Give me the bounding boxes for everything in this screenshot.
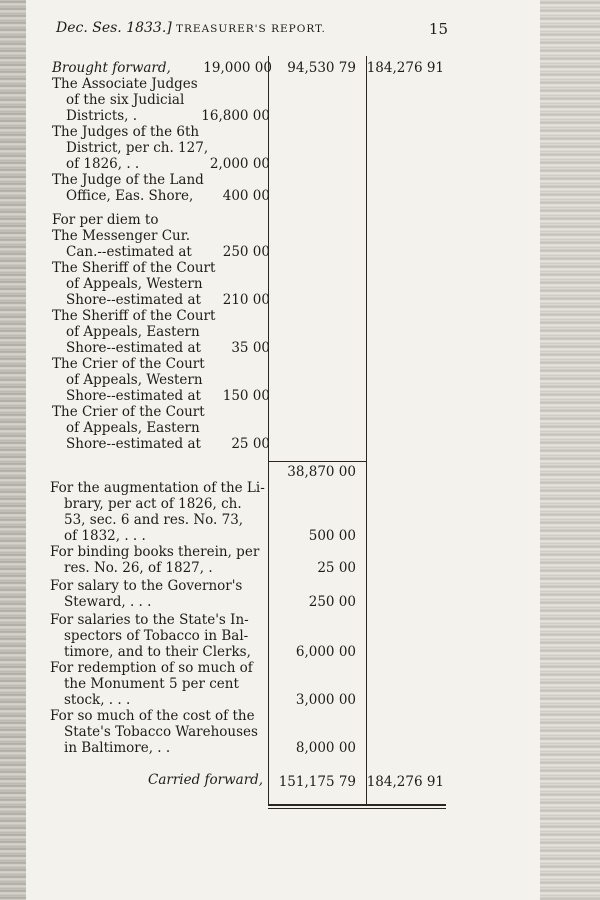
carried-forward-label: Carried forward, bbox=[148, 772, 264, 788]
col1-item-text: The Judges of the 6th bbox=[52, 124, 200, 140]
col2-item-amount: 250 00 bbox=[308, 594, 356, 610]
col1-item-amount: 210 00 bbox=[222, 292, 270, 308]
brought-forward-col1: 19,000 00 bbox=[203, 60, 272, 76]
total-rule-thick bbox=[268, 804, 446, 806]
carried-forward-col2: 151,175 79 bbox=[278, 774, 356, 790]
col1-item-text: Shore--estimated at bbox=[66, 388, 201, 404]
col2-item-line: the Monument 5 per cent bbox=[64, 676, 239, 692]
col1-item-amount: 400 00 bbox=[222, 188, 270, 204]
col1-item-text: The Judge of the Land bbox=[52, 172, 204, 188]
scan-edge-right bbox=[540, 0, 600, 900]
header-session: Dec. Ses. 1833.] bbox=[56, 20, 172, 36]
col2-item-line: timore, and to their Clerks, bbox=[64, 644, 251, 660]
col1-item-text: The Crier of the Court bbox=[52, 404, 205, 420]
col2-item-line: spectors of Tobacco in Bal- bbox=[64, 628, 249, 644]
col2-item-line: of 1832, . . . bbox=[64, 528, 146, 544]
col2-item-line: State's Tobacco Warehouses bbox=[64, 724, 258, 740]
col2-item-line: 53, sec. 6 and res. No. 73, bbox=[64, 512, 244, 528]
col1-item-amount: 16,800 00 bbox=[201, 108, 270, 124]
col2-item-line: Steward, . . . bbox=[64, 594, 152, 610]
col1-item-text: of the six Judicial bbox=[66, 92, 185, 108]
col1-item-text: Can.--estimated at bbox=[66, 244, 192, 260]
col1-item-text: Shore--estimated at bbox=[66, 292, 201, 308]
carried-forward-col3: 184,276 91 bbox=[366, 774, 444, 790]
page-number: 15 bbox=[428, 20, 448, 38]
col1-item-text: of Appeals, Eastern bbox=[66, 324, 200, 340]
col2-item-amount: 25 00 bbox=[317, 560, 356, 576]
col1-item-text: Districts, . bbox=[66, 108, 138, 124]
brought-forward-col3: 184,276 91 bbox=[366, 60, 444, 76]
column-rule-2 bbox=[366, 56, 367, 804]
col1-item-amount: 25 00 bbox=[231, 436, 270, 452]
col2-item-line: res. No. 26, of 1827, . bbox=[64, 560, 213, 576]
total-rule-thin bbox=[268, 808, 446, 809]
report-table bbox=[50, 56, 446, 816]
col2-item-amount: 3,000 00 bbox=[295, 692, 356, 708]
col1-item-text: of Appeals, Western bbox=[66, 372, 203, 388]
scan-edge-left bbox=[0, 0, 26, 900]
col2-item-amount: 6,000 00 bbox=[295, 644, 356, 660]
subtotal-rule bbox=[268, 461, 366, 462]
col1-item-text: Shore--estimated at bbox=[66, 436, 201, 452]
col1-item-text: The Messenger Cur. bbox=[52, 228, 190, 244]
col2-item-line: brary, per act of 1826, ch. bbox=[64, 496, 242, 512]
col1-item-amount: 35 00 bbox=[231, 340, 270, 356]
col1-item-text: For per diem to bbox=[52, 212, 159, 228]
col1-item-text: Office, Eas. Shore, bbox=[66, 188, 194, 204]
brought-forward-label: Brought forward, bbox=[52, 60, 171, 76]
col2-item-amount: 500 00 bbox=[308, 528, 356, 544]
col1-item-amount: 150 00 bbox=[222, 388, 270, 404]
col2-item-line: For salary to the Governor's bbox=[50, 578, 243, 594]
col1-item-amount: 250 00 bbox=[222, 244, 270, 260]
col2-item-line: For so much of the cost of the bbox=[50, 708, 255, 724]
col2-item-line: For binding books therein, per bbox=[50, 544, 260, 560]
col2-item-line: stock, . . . bbox=[64, 692, 131, 708]
col1-item-text: of 1826, . . bbox=[66, 156, 140, 172]
col1-item-text: The Crier of the Court bbox=[52, 356, 205, 372]
col1-item-text: The Sheriff of the Court bbox=[52, 260, 216, 276]
col1-item-text: District, per ch. 127, bbox=[66, 140, 209, 156]
col2-item-line: For the augmentation of the Li- bbox=[50, 480, 265, 496]
col1-item-text: of Appeals, Western bbox=[66, 276, 203, 292]
col1-item-text: The Sheriff of the Court bbox=[52, 308, 216, 324]
brought-forward-col2: 94,530 79 bbox=[287, 60, 356, 76]
header-title: TREASURER'S REPORT. bbox=[176, 23, 326, 35]
col2-item-line: For salaries to the State's In- bbox=[50, 612, 249, 628]
page-header bbox=[56, 20, 448, 42]
col2-item-amount: 8,000 00 bbox=[295, 740, 356, 756]
col1-item-text: of Appeals, Eastern bbox=[66, 420, 200, 436]
col1-item-text: Shore--estimated at bbox=[66, 340, 201, 356]
subtotal-value: 38,870 00 bbox=[287, 464, 356, 480]
col1-item-amount: 2,000 00 bbox=[209, 156, 270, 172]
col2-item-line: For redemption of so much of bbox=[50, 660, 253, 676]
col2-item-line: in Baltimore, . . bbox=[64, 740, 171, 756]
col1-item-text: The Associate Judges bbox=[52, 76, 198, 92]
